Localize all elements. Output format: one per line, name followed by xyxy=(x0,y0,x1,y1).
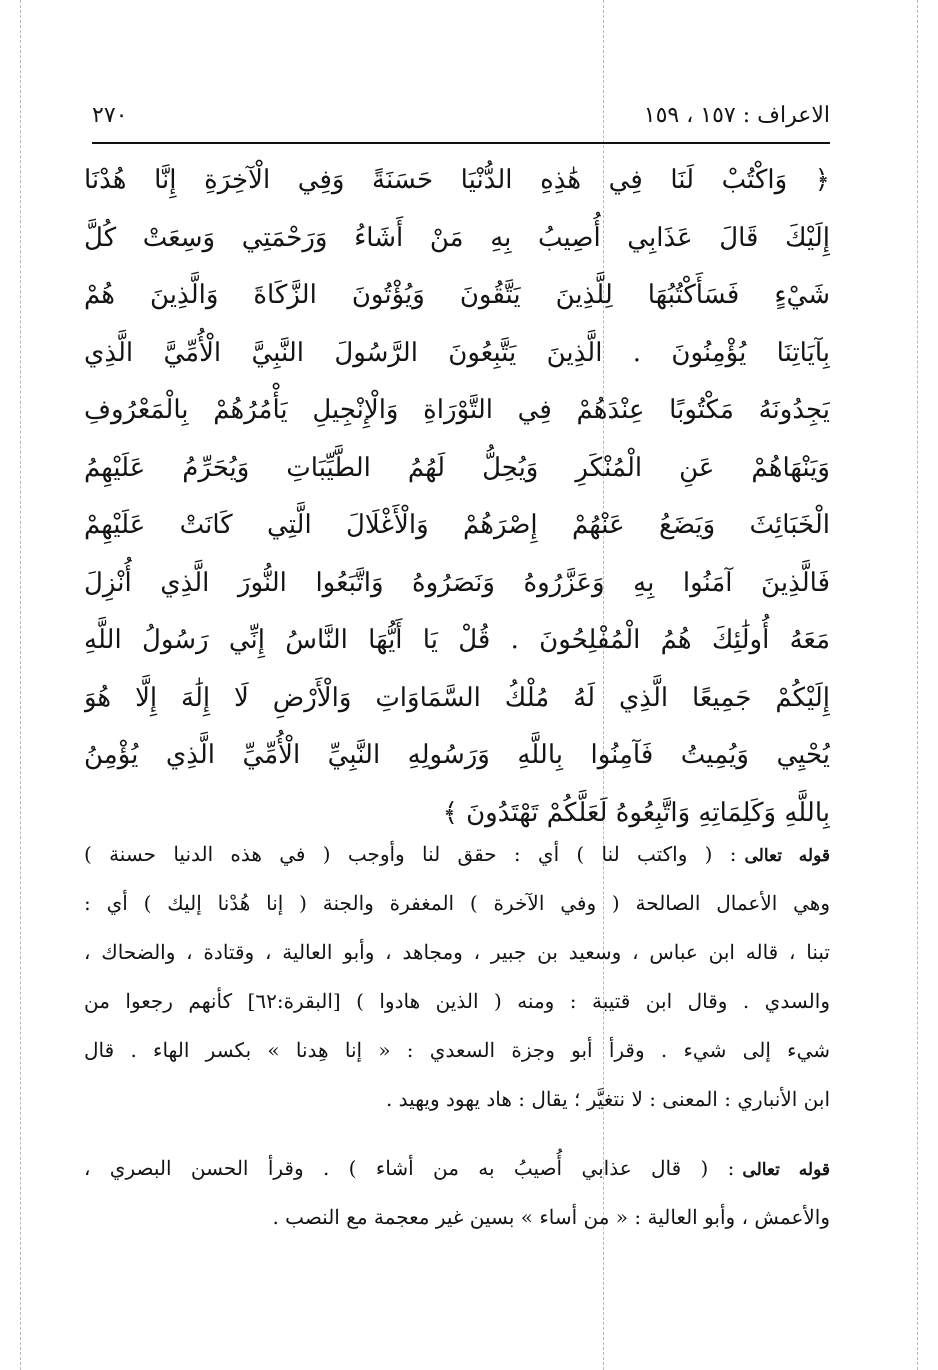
scan-guide-line xyxy=(917,0,918,1370)
scan-guide-line xyxy=(20,0,21,1370)
page-number: ٢٧٠ xyxy=(92,102,128,128)
verse-line: الْخَبَائِثَ وَيَضَعُ عَنْهُمْ إِصْرَهُمْ وَالْأَغْلَالَ الَّتِي كَانَتْ عَلَيْهِمْ xyxy=(84,510,830,540)
commentary-line xyxy=(84,830,830,879)
commentary-line: والأعمش ، وأبو العالية : « من أساء » بسين غير معجمة مع النصب . xyxy=(272,1205,830,1229)
verse-line: بِاللَّهِ وَكَلِمَاتِهِ وَاتَّبِعُوهُ لَعَلَّكُمْ تَهْتَدُونَ ﴾ xyxy=(442,797,830,828)
verse-line: يُحْيِي وَيُمِيتُ فَآمِنُوا بِاللَّهِ وَرَسُولِهِ النَّبِيِّ الْأُمِّيِّ الَّذِي يُؤْمِنُ xyxy=(84,740,830,770)
commentary-body xyxy=(84,830,830,1242)
paragraph-lead: قوله تعالى xyxy=(742,1160,830,1180)
commentary-line: والسدي . وقال ابن قتيبة : ومنه ( الذين هادوا ) [البقرة:٦٢] كأنهم رجعوا من xyxy=(84,989,830,1013)
verse-line: إِلَيْكَ قَالَ عَذَابِي أُصِيبُ بِهِ مَنْ أَشَاءُ وَرَحْمَتِي وَسِعَتْ كُلَّ xyxy=(84,222,830,253)
paragraph-lead: قوله تعالى xyxy=(744,846,830,866)
commentary-line xyxy=(84,1144,830,1193)
commentary-line: تبنا ، قاله ابن عباس ، وسعيد بن جبير ، ومجاهد ، وأبو العالية ، وقتادة ، والضحاك ، xyxy=(84,940,830,964)
commentary-text: : ( واكتب لنا ) أي : حقق لنا وأوجب ( في هذه الدنيا حسنة ) xyxy=(84,842,737,866)
quran-verse-block xyxy=(84,152,830,842)
running-title: الاعراف : ١٥٧ ، ١٥٩ xyxy=(643,102,830,128)
verse-line: مَعَهُ أُولَٰئِكَ هُمُ الْمُفْلِحُونَ . قُلْ يَا أَيُّهَا النَّاسُ إِنِّي رَسُولُ اللَّهِ xyxy=(84,625,830,655)
commentary-paragraph xyxy=(84,830,830,1124)
commentary-text: : ( قال عذابي أُصيبُ به من أشاء ) . وقرأ الحسن البصري ، xyxy=(84,1156,735,1180)
commentary-line: شيء إلى شيء . وقرأ أبو وجزة السعدي : « إنا هِدنا » بكسر الهاء . قال xyxy=(84,1038,830,1062)
verse-line: بِآيَاتِنَا يُؤْمِنُونَ . الَّذِينَ يَتَّبِعُونَ الرَّسُولَ النَّبِيَّ الْأُمِّيَّ الَّذِي xyxy=(84,337,830,368)
header-rule xyxy=(92,142,830,144)
commentary-line: وهي الأعمال الصالحة ( وفي الآخرة ) المغفرة والجنة ( إنا هُدْنا إليك ) أي : xyxy=(84,891,830,915)
page-header xyxy=(92,92,830,138)
verse-line: إِلَيْكُمْ جَمِيعًا الَّذِي لَهُ مُلْكُ السَّمَاوَاتِ وَالْأَرْضِ لَا إِلَٰهَ إِلَّا هُوَ xyxy=(84,682,830,713)
verse-line: فَالَّذِينَ آمَنُوا بِهِ وَعَزَّرُوهُ وَنَصَرُوهُ وَاتَّبَعُوا النُّورَ الَّذِي أُنْزِلَ xyxy=(84,567,830,598)
commentary-line: ابن الأنباري : المعنى : لا نتغيَّر ؛ يقال : هاد يهود ويهيد . xyxy=(385,1087,830,1111)
commentary-paragraph xyxy=(84,1144,830,1242)
verse-line: يَجِدُونَهُ مَكْتُوبًا عِنْدَهُمْ فِي التَّوْرَاةِ وَالْإِنْجِيلِ يَأْمُرُهُمْ بِالْمَعْرُوفِ xyxy=(84,395,830,425)
verse-line: وَيَنْهَاهُمْ عَنِ الْمُنْكَرِ وَيُحِلُّ لَهُمُ الطَّيِّبَاتِ وَيُحَرِّمُ عَلَيْهِمُ xyxy=(84,452,830,483)
verse-line: ﴿ وَاكْتُبْ لَنَا فِي هَٰذِهِ الدُّنْيَا حَسَنَةً وَفِي الْآخِرَةِ إِنَّا هُدْنَا xyxy=(84,165,830,195)
verse-line: شَيْءٍ فَسَأَكْتُبُهَا لِلَّذِينَ يَتَّقُونَ وَيُؤْتُونَ الزَّكَاةَ وَالَّذِينَ هُمْ xyxy=(84,280,830,310)
